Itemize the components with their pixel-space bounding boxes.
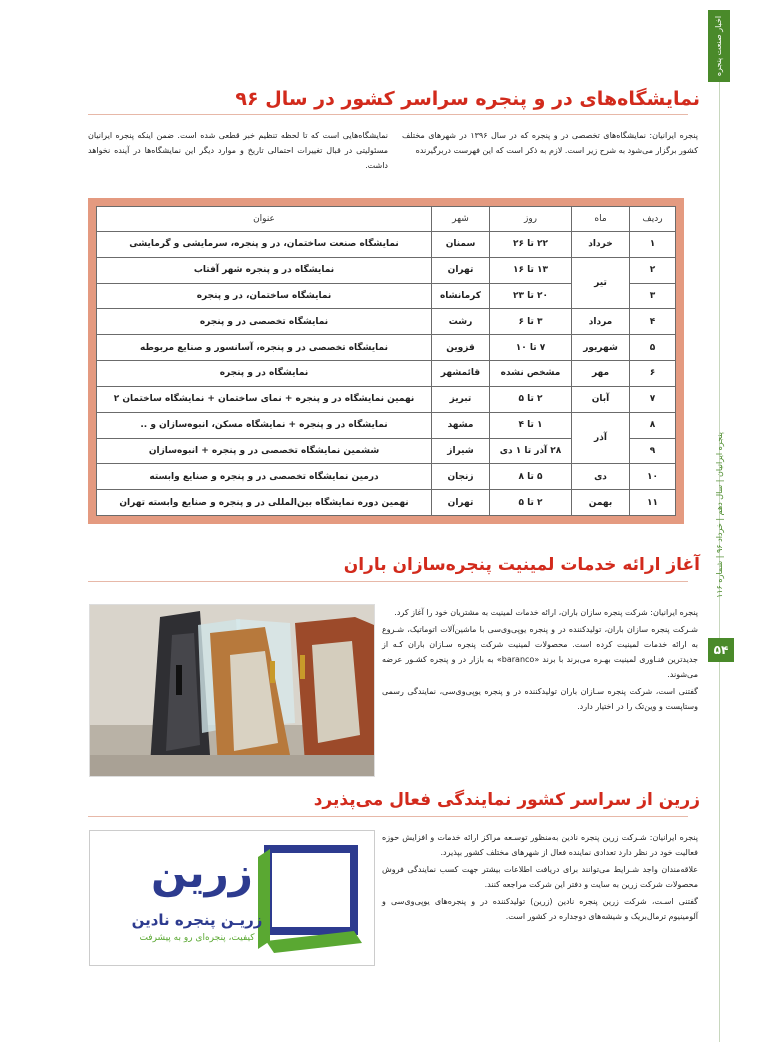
issue-info — [712, 400, 728, 630]
cell-month: مهر — [572, 361, 630, 387]
header-day: روز — [490, 207, 572, 232]
article1-underline — [88, 114, 688, 115]
cell-title: نهمین نمایشگاه در و پنجره + نمای ساختمان + نمایشگاه ساختمان ۲ — [97, 386, 432, 412]
zarin-slogan: کیفیت، پنجره‌ای رو به پیشرفت — [139, 933, 255, 943]
header-row: ردیف — [630, 207, 676, 232]
cell-city: قزوین — [432, 335, 490, 361]
cell-row: ۶ — [630, 361, 676, 387]
header-month: ماه — [572, 207, 630, 232]
table-row — [97, 464, 676, 490]
cell-city: رشت — [432, 309, 490, 335]
cell-city: مشهد — [432, 412, 490, 438]
cell-day: مشخص نشده — [490, 361, 572, 387]
table-row — [97, 257, 676, 283]
article1-para-right: پنجره ایرانیان: نمایشگاه‌های تخصصی در و پنجره که در سال ۱۳۹۶ در شهرهای مختلف کشور برگزار می‌شود به شرح زیر است. لازم به ذکر است که این فهرست دربرگیرنده — [402, 131, 698, 155]
zarin-brand-name: زریـن پنجره نادین — [131, 911, 263, 929]
header-title: عنوان — [97, 207, 432, 232]
laminated-profiles-photo — [89, 604, 375, 777]
zarin-logo-box — [89, 830, 375, 966]
cell-row: ۹ — [630, 438, 676, 464]
cell-day: ۲ تا ۵ — [490, 386, 572, 412]
cell-title: نمایشگاه صنعت ساختمان، در و پنجره، سرمایشی و گرمایشی — [97, 232, 432, 258]
zarin-wordmark: زرین — [151, 848, 253, 897]
cell-title: نمایشگاه در و پنجره — [97, 361, 432, 387]
article3-paragraph: علاقه‌مندان واجد شـرایط می‌توانند برای دریافت اطلاعات بیشتر جهت کسب نمایندگی فروش محصولات شرکت زرین به سایت و دفتر این شرکت مراجعه کنند. — [382, 865, 698, 889]
table-header-row — [97, 207, 676, 232]
article2-paragraph: شـرکت پنجره سازان باران، تولیدکننده در و پنجره یو‌پی‌وی‌سی با ماشین‌آلات اتوماتیک، شـروع به ارائه خدمات لمینیت کرده است. محصولات لمینیت شرکت پنجره سـازان باران کـه از جدیدترین فنـاوری لمینیت بهـره می‌برند با برند «baranco» به بازار در و پنجره کشـور عرضه می‌شوند. — [382, 625, 698, 679]
cell-row: ۲ — [630, 257, 676, 283]
cell-month: دی — [572, 464, 630, 490]
cell-title: نمایشگاه ساختمان، در و پنجره — [97, 283, 432, 309]
section-tab-label: اخبار صنعت پنجره — [714, 15, 723, 77]
cell-month: بهمن — [572, 490, 630, 516]
cell-city: تهران — [432, 257, 490, 283]
table-row — [97, 335, 676, 361]
window-profiles-illustration — [90, 605, 374, 776]
cell-title: نهمین دوره نمایشگاه بین‌المللی در و پنجره و صنایع وابسته تهران — [97, 490, 432, 516]
exhibitions-table — [96, 206, 676, 516]
cell-city: قائمشهر — [432, 361, 490, 387]
cell-day: ۱۳ تا ۱۶ — [490, 257, 572, 283]
cell-row: ۵ — [630, 335, 676, 361]
cell-month: آذر — [572, 412, 630, 464]
table-row — [97, 361, 676, 387]
cell-city: شیراز — [432, 438, 490, 464]
cell-title: نمایشگاه در و پنجره شهر آفتاب — [97, 257, 432, 283]
article3-paragraph: گفتنی اسـت، شرکت زرین پنجره نادین (زرین) تولیدکننده در و پنجره‌های یو‌پی‌وی‌سی و آلومینیوم ترمال‌بریک و شیشه‌های دوجداره در کشور است. — [382, 897, 698, 921]
article2-title: آغاز ارائه خدمات لمینیت پنجره‌سازان باران — [343, 555, 700, 575]
cell-day: ۲۰ تا ۲۳ — [490, 283, 572, 309]
article3-paragraph: پنجره ایرانیان: شـرکت زرین پنجره نادین به‌منظور توسـعه مراکز ارائه خدمات و افزایش حوزه فعالیت خود در نظر دارد تعدادی نماینده فعال از شهرهای مختلف کشور بپذیرد. — [382, 833, 698, 857]
cell-city: تبریز — [432, 386, 490, 412]
cell-city: کرمانشاه — [432, 283, 490, 309]
cell-row: ۳ — [630, 283, 676, 309]
cell-day: ۳ تا ۶ — [490, 309, 572, 335]
section-tab — [708, 10, 730, 82]
table-row — [97, 412, 676, 438]
article2-body — [382, 605, 698, 716]
table-row — [97, 386, 676, 412]
article1-para-left: نمایشگاه‌هایی است که تا لحظه تنظیم خبر قطعی شده است. ضمن اینکه پنجره ایرانیان مسئولیتی در قبال تغییرات احتمالی تاریخ و موارد دیگر این نمایشگاه‌ها در آینده نخواهد داشت. — [88, 131, 388, 170]
cell-row: ۴ — [630, 309, 676, 335]
cell-row: ۸ — [630, 412, 676, 438]
table-row — [97, 309, 676, 335]
cell-month: شهریور — [572, 335, 630, 361]
cell-title: نمایشگاه تخصصی در و پنجره — [97, 309, 432, 335]
cell-day: ۲۸ آذر تا ۱ دی — [490, 438, 572, 464]
cell-day: ۲ تا ۵ — [490, 490, 572, 516]
article3-body — [382, 830, 698, 926]
article2-underline — [88, 581, 688, 582]
article3-underline — [88, 816, 688, 817]
page-number: ۵۴ — [708, 638, 734, 662]
header-city: شهر — [432, 207, 490, 232]
table-row — [97, 490, 676, 516]
cell-month: مرداد — [572, 309, 630, 335]
cell-day: ۷ تا ۱۰ — [490, 335, 572, 361]
cell-title: نمایشگاه در و پنجره + نمایشگاه مسکن، انبوه‌سازان و .. — [97, 412, 432, 438]
cell-day: ۱ تا ۴ — [490, 412, 572, 438]
article1-title: نمایشگاه‌های در و پنجره سراسر کشور در سال ۹۶ — [235, 88, 700, 110]
cell-title: نمایشگاه تخصصی در و پنجره، آسانسور و صنایع مربوطه — [97, 335, 432, 361]
cell-month: خرداد — [572, 232, 630, 258]
article2-paragraph: گفتنی است، شرکت پنجره سـازان باران تولیدکننده در و پنجره یو‌پی‌وی‌سی، نمایندگی رسمی وستاپست و وین‌تک را در اختیار دارد. — [382, 687, 698, 711]
article2-paragraph: پنجره ایرانیان: شرکت پنجره سازان باران، ارائه خدمات لمینیت به مشتریان خود را آغاز کرد. — [394, 608, 698, 617]
article3-title: زرین از سراسر کشور نمایندگی فعال می‌پذیرد — [313, 790, 700, 810]
cell-title: درمین نمایشگاه تخصصی در و پنجره و صنایع وابسته — [97, 464, 432, 490]
cell-city: تهران — [432, 490, 490, 516]
cell-row: ۱ — [630, 232, 676, 258]
cell-month: آبان — [572, 386, 630, 412]
cell-month: تیر — [572, 257, 630, 309]
cell-row: ۱۱ — [630, 490, 676, 516]
cell-row: ۷ — [630, 386, 676, 412]
table-row — [97, 232, 676, 258]
exhibitions-table-frame — [88, 198, 684, 524]
cell-row: ۱۰ — [630, 464, 676, 490]
cell-day: ۵ تا ۸ — [490, 464, 572, 490]
cell-day: ۲۲ تا ۲۶ — [490, 232, 572, 258]
cell-city: زنجان — [432, 464, 490, 490]
cell-city: سمنان — [432, 232, 490, 258]
issue-info-text: پنجره ایرانیان | سال دهم | خرداد ۹۶ | شماره ۱۱۶ — [715, 431, 724, 599]
cell-title: ششمین نمایشگاه تخصصی در و پنجره + انبوه‌سازان — [97, 438, 432, 464]
